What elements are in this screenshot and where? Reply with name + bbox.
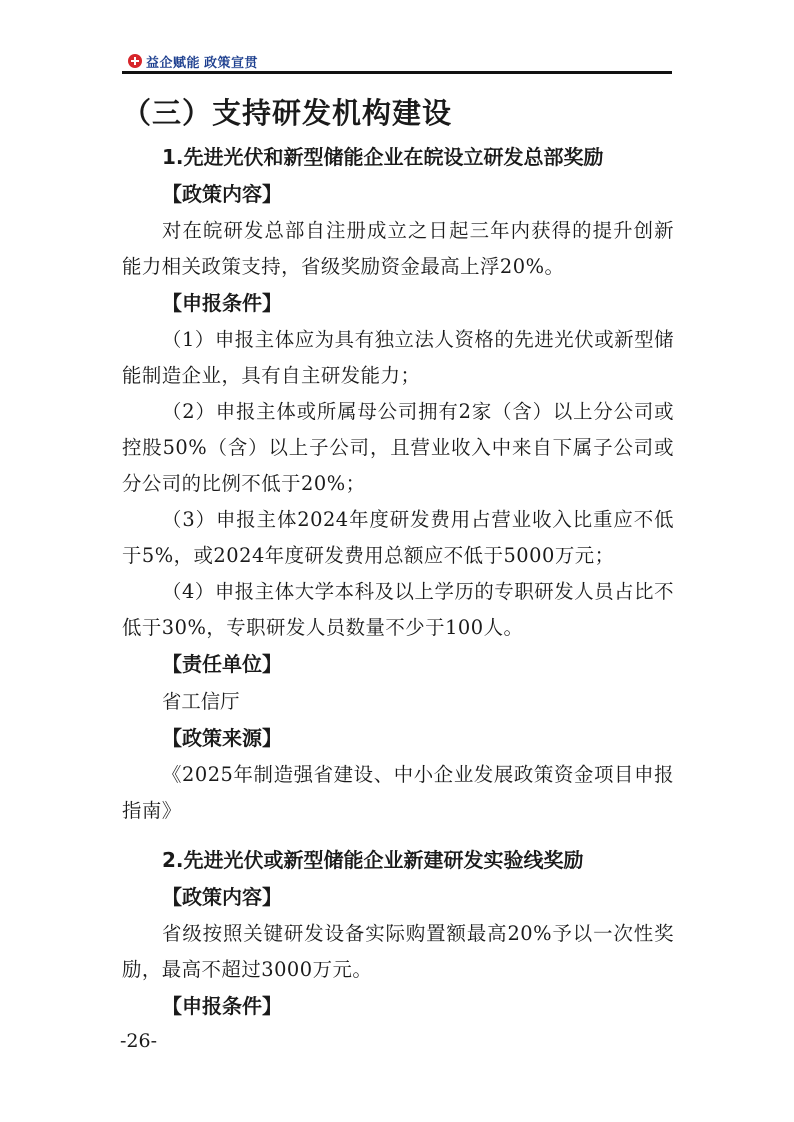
red-circle-cross-icon (128, 54, 142, 68)
item-2-title: 2.先进光伏或新型储能企业新建研发实验线奖励 (162, 848, 584, 872)
section-title: （三）支持研发机构建设 (122, 96, 453, 130)
item-1-source: 《2025年制造强省建设、中小企业发展政策资金项目申报指南》 (122, 763, 674, 822)
item-1-conditions-label: 【申报条件】 (162, 291, 282, 315)
brand-subtitle: 政策宣贯 (204, 55, 259, 71)
brand-logo (128, 52, 258, 70)
header-divider (122, 71, 672, 74)
item-1-condition-4: （4）申报主体大学本科及以上学历的专职研发人员占比不低于30%，专职研发人员数量不少于100人。 (122, 580, 674, 639)
item-1-unit-label: 【责任单位】 (162, 652, 282, 676)
page-number: -26- (120, 1030, 158, 1052)
item-1-source-label: 【政策来源】 (162, 726, 282, 750)
item-1-policy-label: 【政策内容】 (162, 182, 282, 206)
document-body (122, 88, 674, 1025)
item-1-unit: 省工信厅 (162, 690, 240, 713)
item-1-policy-text: 对在皖研发总部自注册成立之日起三年内获得的提升创新能力相关政策支持，省级奖励资金最高上浮20%。 (122, 219, 674, 278)
item-2-conditions-label: 【申报条件】 (162, 994, 282, 1018)
page-header (122, 48, 672, 74)
brand-name: 益企赋能 政策宣贯 (146, 55, 259, 71)
item-2-policy-label: 【政策内容】 (162, 885, 282, 909)
item-1-condition-3: （3）申报主体2024年度研发费用占营业收入比重应不低于5%，或2024年度研发费用总额应不低于5000万元； (122, 508, 674, 567)
item-1-title: 1.先进光伏和新型储能企业在皖设立研发总部奖励 (162, 145, 604, 169)
item-1-condition-2: （2）申报主体或所属母公司拥有2家（含）以上分公司或控股50%（含）以上子公司，且营业收入中来自下属子公司或分公司的比例不低于20%； (122, 400, 674, 495)
spacer (122, 829, 674, 841)
item-2-policy-text: 省级按照关键研发设备实际购置额最高20%予以一次性奖励，最高不超过3000万元。 (122, 922, 674, 981)
item-1-condition-1: （1）申报主体应为具有独立法人资格的先进光伏或新型储能制造企业，具有自主研发能力； (122, 328, 674, 387)
